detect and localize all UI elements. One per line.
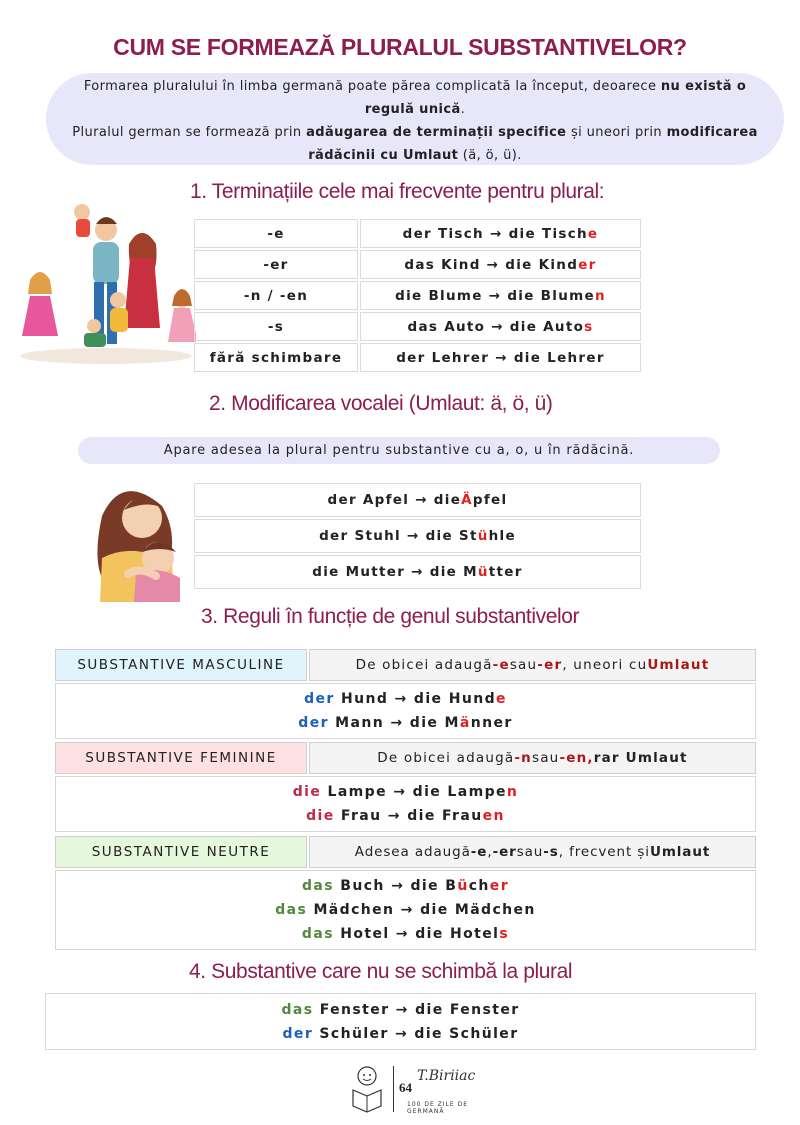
example-text: tter [488,564,523,580]
intro-bold: rădăcinii cu Umlaut [308,148,459,163]
intro-line-2 [46,98,784,121]
rule-ending: -s [543,844,559,860]
umlaut-example-row [194,483,641,517]
feminine-examples [55,776,756,832]
rule-text: Adesea adaugă [354,844,471,860]
mother-child-illustration [72,476,192,604]
rule-ending: -e [492,657,510,673]
umlaut-letter: ä [459,715,471,731]
rule-umlaut: rar Umlaut [593,750,688,766]
example-text: Schüler → die Schüler [313,1025,519,1042]
ending-label: -n / -en [243,287,309,304]
article-der: der [298,715,329,731]
example-text: Lampe → die Lampe [321,784,507,800]
rule-ending: -en, [559,750,594,766]
umlaut-letter: ü [477,528,489,544]
masculine-label: SUBSTANTIVE MASCULINE [55,649,307,681]
umlaut-note: Apare adesea la plural pentru substantive cu a, o, u în rădăcină. [78,437,720,464]
rule-ending: -e [470,844,488,860]
reading-kid-icon [345,1060,405,1120]
unchanged-examples [45,993,756,1050]
intro-text: Formarea pluralului în limba germană poate părea complicată la început, deoarece [83,79,661,94]
example-line [56,687,755,711]
plural-ending: en [482,808,505,824]
page-number: 64 [399,1080,412,1095]
intro-text: (ä, ö, ü). [458,148,522,163]
umlaut-example-row [194,519,641,553]
ending-cell [194,250,358,279]
ending-cell [194,281,358,310]
example-cell [360,281,641,310]
intro-bold: modificarea [666,125,758,140]
masculine-rule [309,649,756,681]
example-text: nner [470,715,513,731]
example-text: der Tisch → die Tisch [402,225,588,242]
plural-ending: n [506,784,519,800]
article-das: das [301,926,334,942]
intro-text: Pluralul german se formează prin [72,125,307,140]
footer-divider [393,1066,394,1112]
feminine-label: SUBSTANTIVE FEMININE [55,742,307,774]
masculine-examples [55,683,756,739]
example-text: Hotel → die Hotel [333,926,500,942]
section-3-heading: 3. Reguli în funcție de genul substantivelor [201,605,580,628]
plural-ending: er [578,256,597,273]
rule-text: De obicei adaugă [355,657,493,673]
intro-bold: regulă unică [364,102,461,117]
article-der: der [282,1025,314,1042]
feminine-rule [309,742,756,774]
rule-umlaut: Umlaut [647,657,710,673]
plural-ending: e [496,691,507,707]
umlaut-letter: Ä [461,492,473,508]
example-line [46,1022,755,1046]
section-2-heading: 2. Modificarea vocalei (Umlaut: ä, ö, ü) [209,392,553,415]
intro-bold: nu există o [660,79,747,94]
section-4-heading: 4. Substantive care nu se schimbă la plural [189,960,573,983]
example-text: der Stuhl → die St [319,528,478,544]
umlaut-letter: ü [457,878,469,894]
example-line [56,780,755,804]
example-text: Buch → die B [334,878,458,894]
umlaut-example-row [194,555,641,589]
example-cell [360,250,641,279]
rule-text: sau [531,750,560,766]
example-text: die Blume → die Blume [395,287,595,304]
ending-label: fără schimbare [209,349,343,366]
rule-ending: -er [492,844,517,860]
page-title: CUM SE FORMEAZĂ PLURALUL SUBSTANTIVELOR? [113,34,687,60]
rule-text: , frecvent și [558,844,650,860]
author-signature: T.Biriiac [417,1068,476,1084]
intro-box [46,73,784,165]
example-line [56,922,755,946]
ending-cell [194,219,358,248]
intro-text: . [460,102,466,117]
example-text: Mann → die M [328,715,460,731]
article-das: das [281,1001,314,1018]
article-der: der [304,691,335,707]
rule-ending: -er [537,657,563,673]
neuter-label: SUBSTANTIVE NEUTRE [55,836,307,868]
example-text: Mädchen → die Mädchen [307,902,536,918]
example-cell [360,312,641,341]
example-text: hle [488,528,516,544]
rule-text: , [487,844,493,860]
example-text: der Lehrer → die Lehrer [396,349,605,366]
example-line [56,874,755,898]
neuter-rule [309,836,756,868]
plural-ending: s [499,926,510,942]
example-cell [360,343,641,372]
example-text: Frau → die Frau [334,808,483,824]
umlaut-letter: ü [477,564,489,580]
example-text: ch [468,878,490,894]
article-die: die [292,784,322,800]
article-das: das [302,878,335,894]
rule-text: sau [509,657,538,673]
section-1-heading: 1. Terminațiile cele mai frecvente pentru plural: [190,180,605,203]
example-text: das Auto → die Auto [407,318,585,335]
intro-line-4 [46,144,784,167]
article-die: die [306,808,335,824]
rule-text: De obicei adaugă [377,750,515,766]
plural-ending: s [584,318,594,335]
ending-label: -s [267,318,285,335]
ending-cell [194,343,358,372]
example-line [56,711,755,735]
intro-text: și uneori prin [566,125,667,140]
example-cell [360,219,641,248]
intro-line-3 [46,121,784,144]
example-text: der Apfel → die [327,492,462,508]
example-text: Hund → die Hund [334,691,496,707]
ending-cell [194,312,358,341]
footer-tagline: 100 DE ZILE DE GERMANĂ [407,1101,469,1115]
rule-ending: -n [514,750,532,766]
rule-umlaut: Umlaut [649,844,711,860]
neuter-examples [55,870,756,950]
example-text: das Kind → die Kind [404,256,579,273]
intro-line-1 [46,75,784,98]
article-das: das [275,902,308,918]
example-text: die Mutter → die M [312,564,478,580]
footer-logo [345,1060,505,1120]
rule-text: , uneori cu [562,657,648,673]
example-text: pfel [472,492,508,508]
example-line [56,898,755,922]
plural-ending: e [587,225,599,242]
plural-ending: er [489,878,509,894]
example-line [46,998,755,1022]
example-line [56,804,755,828]
family-illustration [14,196,196,366]
plural-ending: n [594,287,606,304]
intro-bold: adăugarea de terminații specifice [306,125,567,140]
ending-label: -e [267,225,285,242]
ending-label: -er [263,256,289,273]
example-text: Fenster → die Fenster [313,1001,520,1018]
rule-text: sau [516,844,544,860]
